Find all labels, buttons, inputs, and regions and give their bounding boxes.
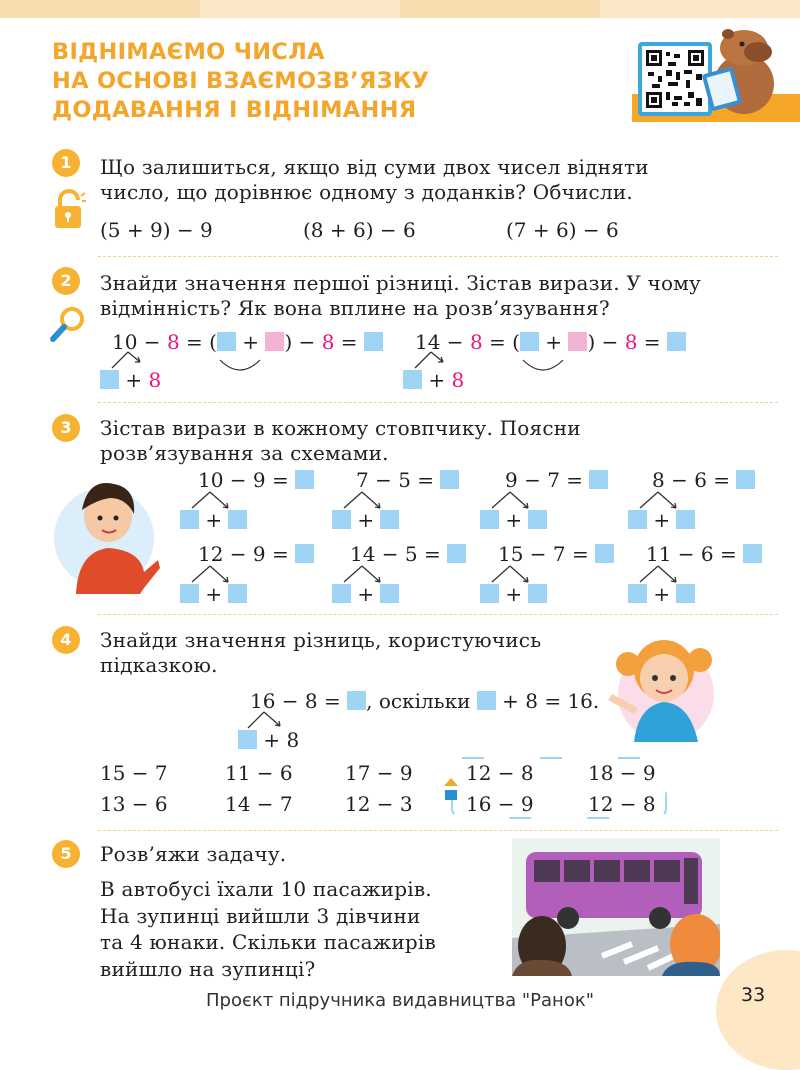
answer-box[interactable] [477, 691, 496, 710]
task-5-badge: 5 [52, 840, 80, 868]
task-2-expression-a: 10 − 8 = ( + ) − 8 = [112, 330, 383, 354]
answer-box[interactable] [528, 510, 547, 529]
page-title [52, 38, 429, 125]
task-3-scheme: + [180, 508, 247, 532]
task-3-expr: 14 − 5 = [350, 542, 466, 566]
task-4-expr: 17 − 9 [345, 761, 413, 785]
task-3-scheme: + [480, 508, 547, 532]
task-3-scheme: + [628, 508, 695, 532]
task-2-badge: 2 [52, 267, 80, 295]
task-4-expr: 12 − 8 [588, 792, 656, 816]
minuend: 10 [112, 330, 138, 354]
divider [98, 614, 778, 615]
answer-box[interactable] [217, 332, 236, 351]
answer-box[interactable] [180, 584, 199, 603]
answer-box[interactable] [480, 584, 499, 603]
hint-connector: , оскільки [366, 689, 471, 713]
answer-box[interactable] [100, 370, 119, 389]
answer-box[interactable] [595, 544, 614, 563]
title-line-2: НА ОСНОВІ ВЗАЄМОЗВ’ЯЗКУ [52, 68, 430, 94]
task-3-expr: 15 − 7 = [498, 542, 614, 566]
answer-box[interactable] [295, 544, 314, 563]
subtrahend: 8 [166, 330, 180, 354]
bus-stop-illustration [512, 838, 720, 976]
task-5-problem-line-3: та 4 юнаки. Скільки пасажирів [100, 930, 436, 954]
task-4-text-line-1: Знайди значення різниць, користуючись [100, 628, 542, 652]
answer-box[interactable] [736, 470, 755, 489]
answer-box[interactable] [403, 370, 422, 389]
boy-illustration [54, 472, 160, 602]
magnifier-icon [48, 304, 88, 344]
divider [98, 830, 778, 831]
answer-box[interactable] [238, 730, 257, 749]
task-3-expr: 7 − 5 = [356, 468, 459, 492]
task-2-text-line-1: Знайди значення першої різниці. Зістав вирази. У чому [100, 271, 701, 295]
answer-box[interactable] [347, 691, 366, 710]
subtrahend: 8 [321, 330, 335, 354]
answer-box[interactable] [743, 544, 762, 563]
task-3-expr: 10 − 9 = [198, 468, 314, 492]
top-strip [0, 0, 800, 18]
answer-box-pink[interactable] [265, 332, 284, 351]
task-5-problem-line-1: В автобусі їхали 10 пасажирів. [100, 877, 432, 901]
task-4-expr: 15 − 7 [100, 761, 168, 785]
task-3-text-line-1: Зістав вирази в кожному стовпчику. Поясни [100, 416, 581, 440]
girl-illustration [604, 630, 716, 748]
task-3-expr: 9 − 7 = [505, 468, 608, 492]
capybara-reading-illustration [700, 26, 780, 116]
addend: 8 [148, 368, 162, 392]
task-3-text-line-2: розв’язування за схемами. [100, 441, 389, 465]
task-1-badge: 1 [52, 149, 80, 177]
hint-expression: 16 − 8 = [250, 689, 341, 713]
task-5-problem-line-2: На зупинці вийшли 3 дівчини [100, 903, 421, 928]
task-3-expr: 12 − 9 = [198, 542, 314, 566]
answer-box[interactable] [180, 510, 199, 529]
task-1-expr: (8 + 6) − 6 [303, 218, 416, 242]
task-3-scheme: + [332, 582, 399, 606]
task-4-expr: 12 − 8 [466, 761, 534, 785]
answer-box[interactable] [676, 510, 695, 529]
answer-box[interactable] [520, 332, 539, 351]
addend: 8 [451, 368, 465, 392]
task-3-badge: 3 [52, 414, 80, 442]
answer-box[interactable] [380, 584, 399, 603]
task-3-scheme: + [332, 508, 399, 532]
task-3-scheme: + [180, 582, 247, 606]
page-number: 33 [741, 984, 766, 1006]
task-4-expr: 13 − 6 [100, 792, 168, 816]
task-5-text: Розв’яжи задачу. [100, 842, 287, 866]
task-4-badge: 4 [52, 626, 80, 654]
divider [98, 402, 778, 403]
subtrahend: 8 [469, 330, 483, 354]
answer-box[interactable] [589, 470, 608, 489]
task-4-hint-under: + 8 [238, 728, 299, 752]
task-4-expr: 11 − 6 [225, 761, 293, 785]
task-4-text-line-2: підказкою. [100, 653, 218, 677]
answer-box[interactable] [228, 584, 247, 603]
answer-box[interactable] [332, 584, 351, 603]
subtrahend: 8 [624, 330, 638, 354]
task-5-problem-line-4: вийшло на зупинці? [100, 956, 316, 981]
answer-box[interactable] [380, 510, 399, 529]
minuend: 14 [415, 330, 441, 354]
answer-box-pink[interactable] [568, 332, 587, 351]
divider [98, 256, 778, 257]
hint-check: + 8 = 16. [502, 689, 600, 713]
answer-box[interactable] [228, 510, 247, 529]
task-2-under-b: + 8 [403, 368, 464, 392]
answer-box[interactable] [667, 332, 686, 351]
title-line-1: ВІДНІМАЄМО ЧИСЛА [52, 39, 325, 65]
task-3-scheme: + [628, 582, 695, 606]
task-4-expr: 18 − 9 [588, 761, 656, 785]
challenge-frame [440, 754, 672, 822]
answer-box[interactable] [440, 470, 459, 489]
answer-box[interactable] [480, 510, 499, 529]
task-1-expr: (5 + 9) − 9 [100, 218, 213, 242]
task-4-expr: 14 − 7 [225, 792, 293, 816]
task-1-text-line-2: число, що дорівнює одному з доданків? Обчисли. [100, 180, 633, 204]
task-3-expr: 8 − 6 = [652, 468, 755, 492]
task-3-expr: 11 − 6 = [646, 542, 762, 566]
title-line-3: ДОДАВАННЯ І ВІДНІМАННЯ [52, 97, 417, 123]
task-4-expr: 16 − 9 [466, 792, 534, 816]
task-1-text-line-1: Що залишиться, якщо від суми двох чисел відняти [100, 155, 649, 179]
answer-box[interactable] [364, 332, 383, 351]
lock-icon [52, 188, 86, 232]
answer-box[interactable] [628, 584, 647, 603]
answer-box[interactable] [295, 470, 314, 489]
task-2-under-a: + 8 [100, 368, 161, 392]
answer-box[interactable] [676, 584, 695, 603]
task-1-expr: (7 + 6) − 6 [506, 218, 619, 242]
task-2-text-line-2: відмінність? Як вона вплине на розв’язування? [100, 296, 610, 320]
answer-box[interactable] [528, 584, 547, 603]
task-2-expression-b: 14 − 8 = ( + ) − 8 = [415, 330, 686, 354]
task-3-scheme: + [480, 582, 547, 606]
answer-box[interactable] [332, 510, 351, 529]
answer-box[interactable] [447, 544, 466, 563]
answer-box[interactable] [628, 510, 647, 529]
task-4-expr: 12 − 3 [345, 792, 413, 816]
footer-note: Проєкт підручника видавництва "Ранок" [205, 990, 594, 1011]
